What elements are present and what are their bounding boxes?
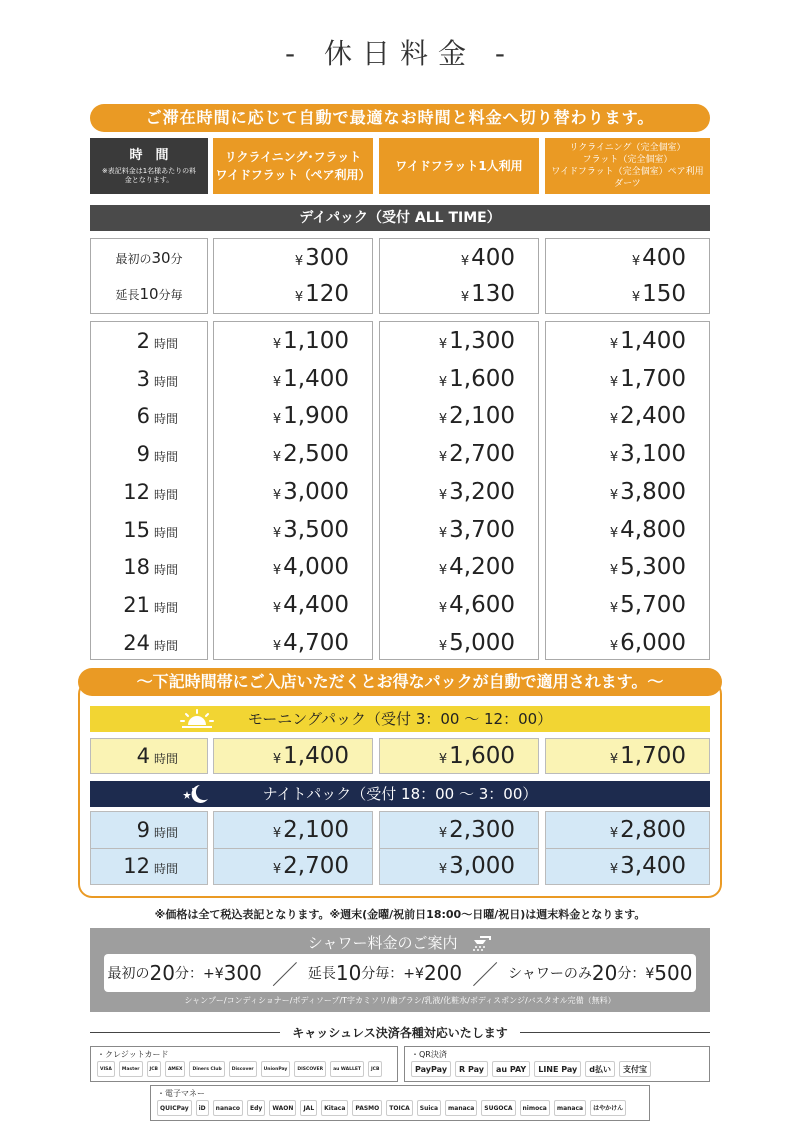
header-col1 — [213, 138, 373, 194]
yen-symbol: ¥ — [294, 254, 304, 269]
yen-symbol: ¥ — [438, 525, 448, 541]
payment-logo: iD — [196, 1100, 209, 1116]
shower-prices — [104, 954, 696, 992]
price-value: 2,300 — [449, 817, 515, 843]
price-value: 3,000 — [283, 478, 349, 505]
yen-symbol: ¥ — [294, 290, 304, 305]
yen-symbol: ¥ — [438, 563, 448, 579]
promo-banner: ～下記時間帯にご入店いただくとお得なパックが自動で適用されます。～ — [78, 668, 722, 696]
yen-symbol: ¥ — [609, 638, 619, 654]
header-time-label: 時 間 — [129, 148, 169, 163]
cashless-text — [90, 1024, 710, 1041]
payment-logo: nimoca — [520, 1100, 550, 1116]
payment-logo: Diners Club — [189, 1061, 224, 1077]
price-cell — [379, 625, 515, 663]
yen-symbol: ¥ — [609, 862, 619, 877]
payment-logo: LINE Pay — [534, 1061, 581, 1077]
cashless-heading — [90, 1024, 710, 1040]
price-value: 4,000 — [283, 554, 349, 581]
hour-unit: 時間 — [153, 638, 178, 653]
price-value: 3,800 — [620, 478, 686, 505]
shower-only-mid: 分：¥ — [617, 966, 655, 982]
price-cell — [379, 361, 515, 399]
payment-logo: Kitaca — [321, 1100, 348, 1116]
payment-logo: UnionPay — [261, 1061, 291, 1077]
price-cell — [379, 240, 515, 276]
tax-note: ※価格は全て税込表記となります。※週末(金曜/祝前日18:00～日曜/祝日)は週末料金となります。 — [154, 908, 646, 921]
yen-symbol: ¥ — [272, 638, 282, 654]
price-value: 3,100 — [620, 441, 686, 468]
yen-symbol: ¥ — [460, 290, 470, 305]
payment-logo: d払い — [585, 1061, 615, 1077]
price-value: 2,800 — [620, 817, 686, 843]
shower-title-text: シャワー料金のご案内 — [307, 934, 458, 952]
price-value: 1,900 — [283, 403, 349, 430]
hour-label — [90, 323, 178, 361]
yen-symbol: ¥ — [609, 600, 619, 616]
hour-number: 6 — [136, 404, 150, 429]
payment-logo: Edy — [247, 1100, 265, 1116]
shower-ext-price: 200 — [423, 961, 463, 985]
payment-logo: au WALLET — [330, 1061, 364, 1077]
auto-switch-banner: ご滞在時間に応じて自動で最適なお時間と料金へ切り替わります。 — [90, 104, 710, 132]
price-cell — [213, 512, 349, 550]
price-value: 1,600 — [449, 365, 515, 392]
price-value: 4,200 — [449, 554, 515, 581]
hour-label — [90, 436, 178, 474]
hour-unit: 時間 — [153, 337, 178, 351]
qr-payment-box — [404, 1046, 710, 1082]
sunrise-icon — [180, 709, 214, 729]
price-value: 2,100 — [449, 403, 515, 430]
price-cell — [545, 474, 686, 512]
price-value: 5,300 — [620, 554, 686, 581]
yen-symbol: ¥ — [438, 487, 448, 503]
qr-payment-logos — [411, 1061, 651, 1077]
payment-logo: JCB — [147, 1061, 161, 1077]
yen-symbol: ¥ — [272, 525, 282, 541]
price-cell — [213, 436, 349, 474]
yen-symbol: ¥ — [438, 412, 448, 428]
hour-number: 12 — [123, 479, 150, 504]
payment-logo: Master — [119, 1061, 143, 1077]
yen-symbol: ¥ — [609, 563, 619, 579]
header-time — [90, 138, 208, 194]
yen-symbol: ¥ — [272, 600, 282, 616]
hour-label — [90, 512, 178, 550]
initial-label — [90, 240, 208, 276]
initial-label-num: 10 — [139, 285, 159, 303]
yen-symbol: ¥ — [438, 450, 448, 466]
hour-unit: 時間 — [153, 563, 178, 578]
yen-symbol: ¥ — [438, 862, 448, 877]
payment-logo: Suica — [417, 1100, 441, 1116]
price-value: 400 — [642, 245, 686, 271]
hour-unit: 時間 — [153, 450, 178, 465]
yen-symbol: ¥ — [609, 752, 619, 767]
yen-symbol: ¥ — [272, 412, 282, 428]
shower-only-price: 500 — [654, 961, 693, 985]
price-cell — [213, 240, 349, 276]
payment-logo: QUICPay — [157, 1100, 192, 1116]
emoney-logos — [157, 1100, 626, 1116]
header-col3-line3: ワイドフラット（完全個室）ペア利用 — [551, 167, 704, 177]
price-value: 6,000 — [620, 629, 686, 656]
price-cell — [379, 436, 515, 474]
hour-label — [90, 625, 178, 663]
payment-logo: R Pay — [455, 1061, 488, 1077]
yen-symbol: ¥ — [631, 290, 641, 305]
price-value: 3,400 — [620, 853, 686, 879]
yen-symbol: ¥ — [609, 412, 619, 428]
price-value: 2,700 — [449, 441, 515, 468]
hour-number: 24 — [123, 630, 150, 655]
shower-ext-label: 延長 — [307, 966, 336, 982]
price-cell — [379, 323, 515, 361]
emoney-title: ・電子マネー — [157, 1089, 205, 1098]
hour-unit: 時間 — [153, 752, 178, 766]
price-cell — [545, 587, 686, 625]
price-cell — [545, 276, 686, 312]
price-value: 1,400 — [620, 328, 686, 354]
initial-label-unit: 分毎 — [158, 288, 183, 302]
payment-logo: TOICA — [386, 1100, 412, 1116]
price-value: 400 — [471, 245, 515, 271]
price-cell — [213, 587, 349, 625]
hour-label — [90, 398, 178, 436]
header-col3 — [545, 138, 710, 194]
price-cell — [213, 276, 349, 312]
hour-label — [90, 361, 178, 399]
yen-symbol: ¥ — [609, 525, 619, 541]
shower-first-minutes: 20 — [149, 961, 175, 985]
yen-symbol: ¥ — [438, 638, 448, 654]
header-col1-line1: リクライニング･フラット — [224, 150, 362, 164]
payment-logo: VISA — [97, 1061, 115, 1077]
shower-section — [90, 928, 710, 1012]
yen-symbol: ¥ — [272, 450, 282, 466]
payment-logo: PayPay — [411, 1061, 451, 1077]
price-cell — [545, 549, 686, 587]
shower-first-mid: 分：+¥ — [175, 966, 224, 982]
payment-logo: manaca — [445, 1100, 477, 1116]
header-col2 — [379, 138, 539, 194]
shower-icon — [466, 935, 492, 953]
night-pack-bar — [90, 781, 710, 807]
yen-symbol: ¥ — [609, 337, 619, 352]
price-value: 1,100 — [283, 328, 349, 354]
hour-number: 21 — [123, 592, 150, 617]
moon-star-icon — [178, 783, 212, 805]
price-cell — [213, 549, 349, 587]
price-value: 120 — [305, 281, 349, 307]
hour-unit: 時間 — [153, 826, 178, 840]
hour-unit: 時間 — [153, 525, 178, 540]
morning-pack-label: モーニングパック（受付 3：00 ～ 12：00） — [247, 710, 553, 728]
payment-logo: Discover — [229, 1061, 257, 1077]
hour-label — [90, 587, 178, 625]
hour-unit: 時間 — [153, 600, 178, 615]
initial-label-unit: 分 — [170, 252, 183, 266]
price-value: 1,600 — [449, 743, 515, 769]
credit-card-box — [90, 1046, 398, 1082]
initial-label-num: 30 — [151, 249, 171, 267]
shower-only-label: シャワーのみ — [508, 966, 592, 982]
price-value: 3,200 — [449, 478, 515, 505]
yen-symbol: ¥ — [438, 337, 448, 352]
price-cell — [213, 474, 349, 512]
yen-symbol: ¥ — [609, 450, 619, 466]
hour-number: 15 — [123, 517, 150, 542]
payment-logo: 支付宝 — [619, 1061, 651, 1077]
price-value: 3,500 — [283, 516, 349, 543]
price-cell — [379, 398, 515, 436]
price-value: 1,300 — [449, 328, 515, 354]
header-col3-line2: フラット（完全個室） — [582, 155, 673, 165]
divider-slash: ／ — [472, 960, 499, 991]
price-cell — [545, 398, 686, 436]
price-value: 1,400 — [283, 743, 349, 769]
price-cell — [379, 276, 515, 312]
price-value: 5,700 — [620, 591, 686, 618]
divider-slash: ／ — [271, 960, 298, 991]
qr-payment-title: ・QR決済 — [411, 1050, 447, 1059]
yen-symbol: ¥ — [272, 563, 282, 579]
payment-logo: はやかけん — [590, 1100, 626, 1116]
hour-label — [90, 474, 178, 512]
price-value: 5,000 — [449, 629, 515, 656]
price-value: 4,400 — [283, 591, 349, 618]
hour-label — [90, 549, 178, 587]
night-pack-label: ナイトパック（受付 18：00 ～ 3：00） — [262, 785, 538, 803]
morning-pack-bar — [90, 706, 710, 732]
hour-unit: 時間 — [153, 862, 178, 876]
price-value: 1,700 — [620, 365, 686, 392]
price-value: 2,400 — [620, 403, 686, 430]
yen-symbol: ¥ — [272, 826, 282, 841]
price-cell — [379, 587, 515, 625]
payment-logo: PASMO — [352, 1100, 382, 1116]
hour-number: 12 — [123, 854, 150, 878]
payment-logo: DISCOVER — [294, 1061, 326, 1077]
yen-symbol: ¥ — [609, 487, 619, 503]
yen-symbol: ¥ — [438, 752, 448, 767]
yen-symbol: ¥ — [460, 254, 470, 269]
payment-logo: manaca — [554, 1100, 586, 1116]
price-value: 130 — [471, 281, 515, 307]
price-cell — [213, 625, 349, 663]
payment-logo: JCB — [368, 1061, 382, 1077]
price-cell — [545, 625, 686, 663]
shower-ext-mid: 分毎：+¥ — [361, 966, 424, 982]
price-cell — [213, 361, 349, 399]
price-value: 1,700 — [620, 743, 686, 769]
price-cell — [379, 474, 515, 512]
price-value: 4,800 — [620, 516, 686, 543]
hour-number: 3 — [136, 366, 150, 391]
yen-symbol: ¥ — [438, 600, 448, 616]
cashless-label: キャッシュレス決済各種対応いたします — [280, 1026, 519, 1040]
credit-card-title: ・クレジットカード — [97, 1050, 169, 1059]
price-value: 2,500 — [283, 441, 349, 468]
shower-first-price: 300 — [223, 961, 262, 985]
header-col1-line2: ワイドフラット（ペア利用） — [215, 168, 371, 182]
yen-symbol: ¥ — [609, 374, 619, 390]
yen-symbol: ¥ — [438, 826, 448, 841]
credit-card-logos — [97, 1061, 382, 1077]
price-cell — [545, 436, 686, 474]
yen-symbol: ¥ — [272, 752, 282, 767]
price-cell — [545, 240, 686, 276]
price-value: 3,700 — [449, 516, 515, 543]
initial-label-text: 延長 — [115, 288, 140, 302]
yen-symbol: ¥ — [272, 487, 282, 503]
header-time-note: ※表記料金は1名様あたりの料金となります。 — [101, 167, 197, 184]
yen-symbol: ¥ — [272, 337, 282, 352]
yen-symbol: ¥ — [272, 374, 282, 390]
initial-label — [90, 276, 208, 312]
payment-logo: nanaco — [213, 1100, 243, 1116]
hour-unit: 時間 — [153, 374, 178, 389]
page-title: - 休日料金 - — [284, 37, 515, 70]
hour-number: 9 — [136, 818, 150, 842]
payment-logo: JAL — [300, 1100, 317, 1116]
day-pack-bar: デイパック（受付 ALL TIME） — [90, 205, 710, 231]
price-value: 4,700 — [283, 629, 349, 656]
shower-first-label: 最初の — [107, 966, 150, 982]
price-value: 2,100 — [283, 817, 349, 843]
initial-label-text: 最初の — [115, 252, 152, 266]
price-cell — [545, 361, 686, 399]
hour-number: 2 — [136, 329, 150, 353]
price-value: 4,600 — [449, 591, 515, 618]
hour-number: 18 — [123, 555, 150, 580]
price-cell — [545, 512, 686, 550]
price-cell — [545, 323, 686, 361]
shower-title — [90, 932, 710, 953]
price-value: 150 — [642, 281, 686, 307]
payment-logo: au PAY — [492, 1061, 530, 1077]
hour-number: 9 — [136, 442, 150, 467]
shower-amenities-note: シャンプー/コンディショナー/ボディソープ/T字カミソリ/歯ブラシ/乳液/化粧水/ボディスポンジ/バスタオル完備（無料） — [184, 996, 616, 1005]
payment-logo: AMEX — [165, 1061, 186, 1077]
yen-symbol: ¥ — [631, 254, 641, 269]
payment-logo: WAON — [269, 1100, 296, 1116]
hour-unit: 時間 — [153, 412, 178, 427]
hour-unit: 時間 — [153, 487, 178, 502]
payment-logo: SUGOCA — [481, 1100, 515, 1116]
emoney-box — [150, 1085, 650, 1121]
price-value: 2,700 — [283, 853, 349, 879]
header-col3-line1: リクライニング（完全個室） — [569, 143, 686, 153]
price-cell — [213, 323, 349, 361]
header-col3-line4: ダーツ — [614, 179, 641, 189]
price-value: 300 — [305, 245, 349, 271]
shower-ext-minutes: 10 — [335, 961, 362, 985]
price-value: 1,400 — [283, 365, 349, 392]
hour-number: 4 — [136, 744, 150, 768]
yen-symbol: ¥ — [438, 374, 448, 390]
price-value: 3,000 — [449, 853, 515, 879]
header-col2-line1: ワイドフラット1人利用 — [395, 159, 523, 173]
price-cell — [379, 549, 515, 587]
yen-symbol: ¥ — [609, 826, 619, 841]
shower-only-minutes: 20 — [591, 961, 618, 985]
price-cell — [379, 512, 515, 550]
price-cell — [213, 398, 349, 436]
yen-symbol: ¥ — [272, 862, 282, 877]
